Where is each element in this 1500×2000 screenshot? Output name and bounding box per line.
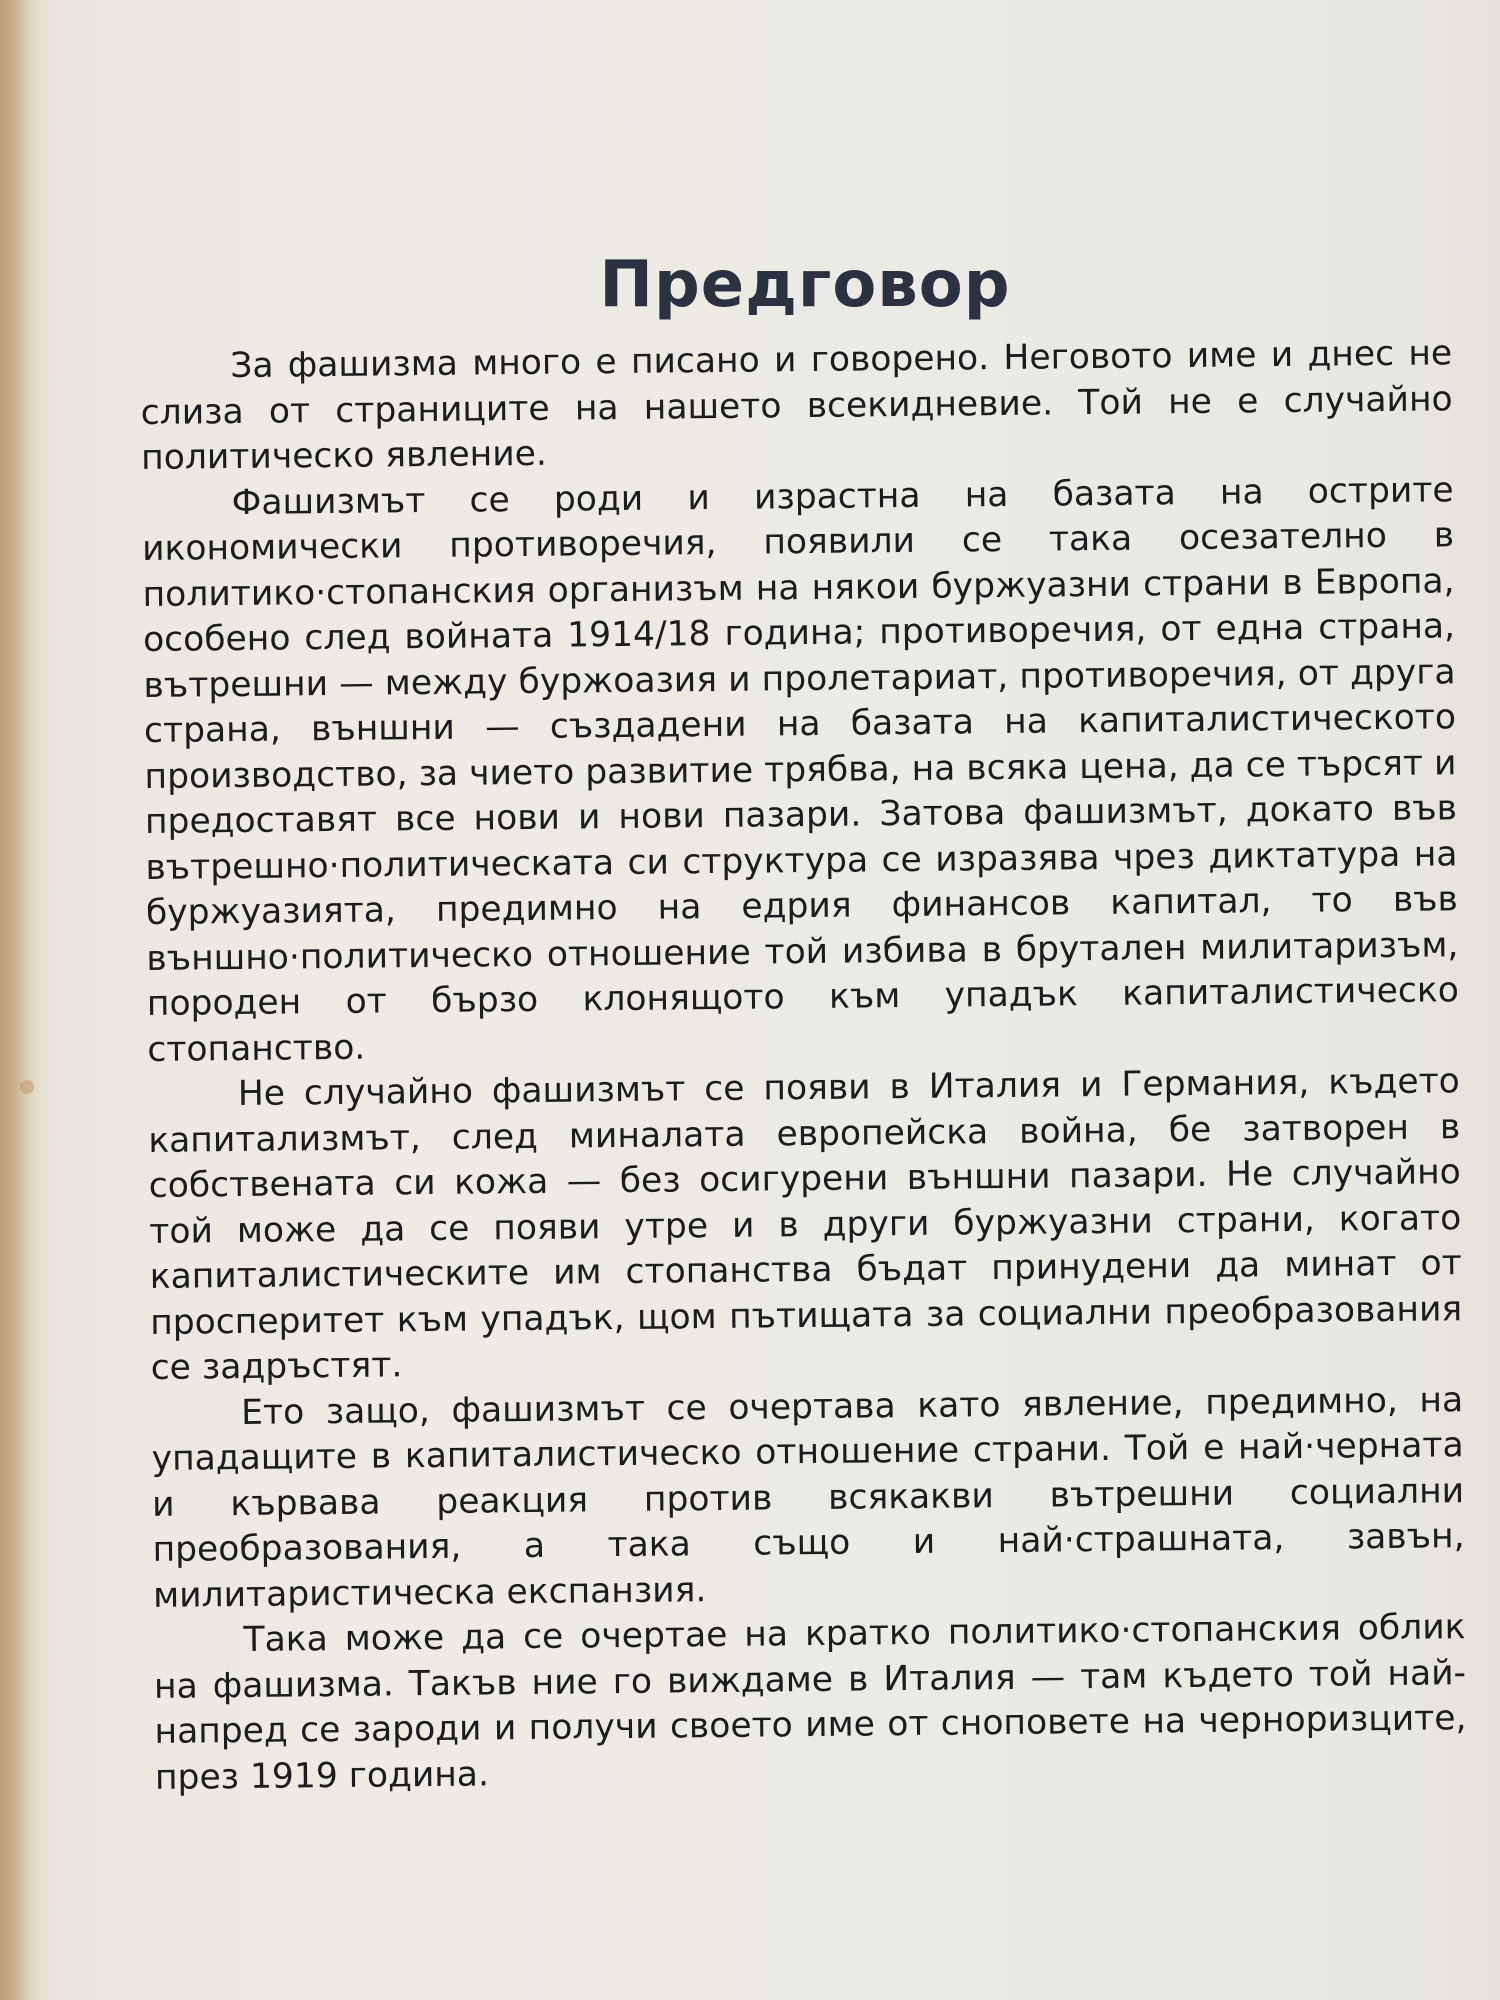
paragraph-1: За фашизма много е писано и говорено. Неговото име и днес не слиза от страниците на нашето всекидневие. Той не е случайно политическо явление. <box>140 333 1453 478</box>
paragraph-2: Фашизмът се роди и израстна на базата на острите икономически противоречия, появили се така осезателно в политико·стопанския организъм на някои буржуазни страни в Европа, особено след войната 1914/18 година; противоречия, от една страна, вътрешни — между буржоазия и пролетариат, противоречия, от друга страна, външни — създадени на базата на капиталистическото производство, за чието развитие трябва, на всяка цена, да се търсят и предоставят все нови и нови пазари. Затова фашизмът, докато във вътрешно·политическата си структура се изразява чрез диктатура на буржуазията, предимно на едрия финансов капитал, то във външно·политическо отношение той избива в брутален милитаризъм, породен от бързо клонящото към упадък капиталистическо стопанство. <box>141 469 1460 1070</box>
paper-stain <box>20 1080 34 1094</box>
paragraph-5: Така може да се очертае на кратко политико·стопанския облик на фашизма. Такъв ние го виждаме в Италия — там където той най-напред се зароди и получи своето име от сноповете на черноризците, през 1919 година. <box>153 1607 1467 1798</box>
preface-body <box>140 331 1467 1801</box>
page-title: Предговор <box>599 247 1011 322</box>
paragraph-4: Ето защо, фашизмът се очертава като явление, предимно, на упадащите в капиталистическо отношение страни. Той е най·черната и кървава реакция против всякакви вътрешни социални преобразования, а така също и най·страшната, завън, милитаристическа експанзия. <box>151 1379 1465 1616</box>
paragraph-3: Не случайно фашизмът се появи в Италия и Германия, където капитализмът, след миналата европейска война, бе затворен в собствената си кожа — без осигурени външни пазари. Не случайно той може да се появи утре и в други буржуазни страни, когато капиталистическите им стопанства бъдат принудени да минат от просперитет към упадък, щом пътищата за социални преобразования се задръстят. <box>148 1061 1463 1388</box>
